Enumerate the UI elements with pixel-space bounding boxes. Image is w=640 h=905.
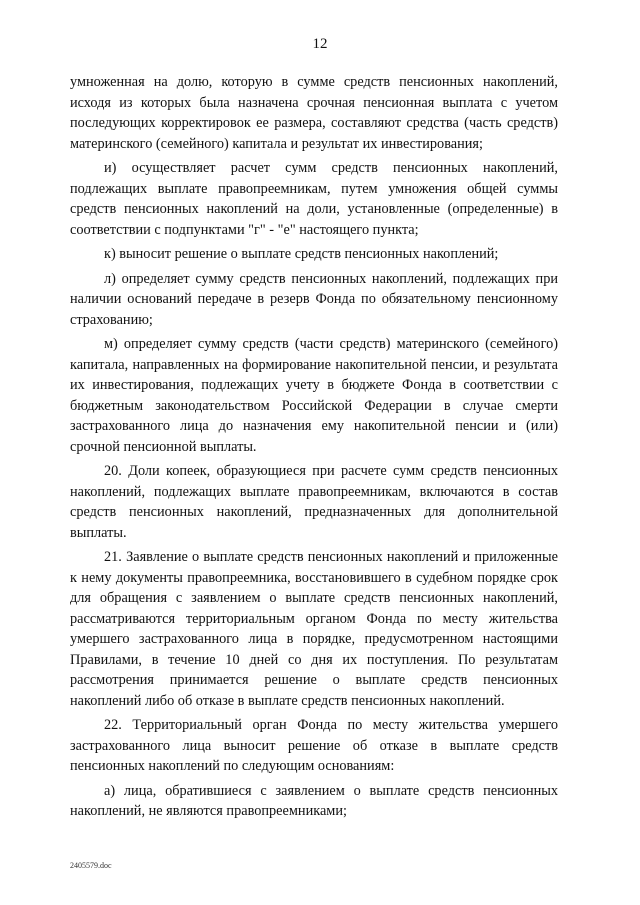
paragraph-clause-20: 20. Доли копеек, образующиеся при расчете сумм средств пенсионных накоплений, подлежащих выплате правопреемникам, включаются в состав средств пенсионных накоплений, предназначенных для дополнительной выплаты. bbox=[70, 463, 558, 541]
document-body bbox=[70, 72, 558, 826]
footer-file-name: 2405579.doc bbox=[70, 861, 112, 870]
paragraph-continuation: умноженная на долю, которую в сумме средств пенсионных накоплений, исходя из которых была назначена срочная пенсионная выплата с учетом последующих корректировок ее размера, составляют средства (часть средств) материнского (семейного) капитала и результат их инвестирования; bbox=[70, 74, 558, 152]
paragraph-item-m: м) определяет сумму средств (части средств) материнского (семейного) капитала, направленных на формирование накопительной пенсии, и результата их инвестирования, подлежащих учету в бюджете Фонда в соответствии с бюджетным законодательством Российской Федерации в случае смерти застрахованного лица до назначения ему накопительной пенсии и (или) срочной пенсионной выплаты. bbox=[70, 336, 558, 455]
paragraph-clause-21: 21. Заявление о выплате средств пенсионных накоплений и приложенные к нему документы правопреемника, восстановившего в судебном порядке срок для обращения с заявлением о выплате средств пенсионных накоплений, рассматриваются территориальным органом Фонда по месту жительства умершего застрахованного лица в порядке, предусмотренном настоящими Правилами, в течение 10 дней со дня их поступления. По результатам рассмотрения принимается решение о выплате средств пенсионных накоплений либо об отказе в выплате средств пенсионных накоплений. bbox=[70, 549, 558, 709]
paragraph-clause-22: 22. Территориальный орган Фонда по месту жительства умершего застрахованного лица выносит решение об отказе в выплате средств пенсионных накоплений по следующим основаниям: bbox=[70, 717, 558, 774]
paragraph-item-a: а) лица, обратившиеся с заявлением о выплате средств пенсионных накоплений, не являются правопреемниками; bbox=[70, 782, 558, 819]
paragraph-item-l: л) определяет сумму средств пенсионных накоплений, подлежащих при наличии оснований передаче в резерв Фонда по обязательному пенсионному страхованию; bbox=[70, 270, 558, 328]
page-number: 12 bbox=[312, 36, 328, 52]
paragraph-item-i: и) осуществляет расчет сумм средств пенсионных накоплений, подлежащих выплате правопреемникам, путем умножения общей суммы средств пенсионных накоплений на доли, установленные (определенные) в соответствии с подпунктами "г" - "е" настоящего пункта; bbox=[70, 160, 558, 238]
paragraph-item-k: к) выносит решение о выплате средств пенсионных накоплений; bbox=[104, 246, 499, 262]
